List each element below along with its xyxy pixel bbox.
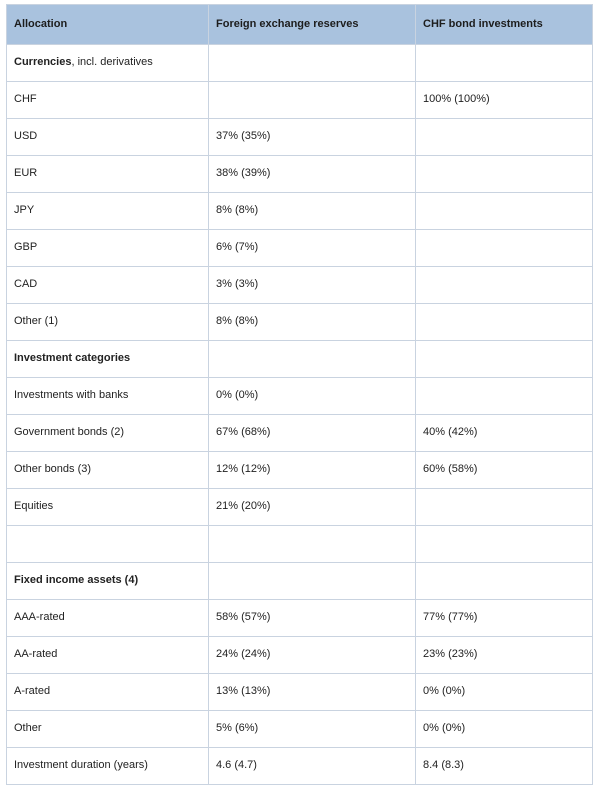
chf-bonds-cell	[416, 304, 593, 341]
chf-bonds-cell	[416, 526, 593, 563]
table-row	[7, 452, 593, 489]
allocation-cell: JPY	[7, 193, 209, 230]
table-row	[7, 489, 593, 526]
chf-bonds-cell	[416, 156, 593, 193]
allocation-cell: Investments with banks	[7, 378, 209, 415]
fx-reserves-cell: 8% (8%)	[209, 304, 416, 341]
allocation-cell: EUR	[7, 156, 209, 193]
allocation-cell: AAA-rated	[7, 600, 209, 637]
table-row	[7, 748, 593, 785]
allocation-table-container	[6, 4, 592, 785]
table-row	[7, 600, 593, 637]
allocation-cell: USD	[7, 119, 209, 156]
fx-reserves-cell: 0% (0%)	[209, 378, 416, 415]
section-label: Investment categories	[14, 352, 131, 365]
fx-reserves-cell: 24% (24%)	[209, 637, 416, 674]
table-row	[7, 304, 593, 341]
chf-bonds-cell: 0% (0%)	[416, 674, 593, 711]
table-row	[7, 526, 593, 563]
allocation-cell	[7, 526, 209, 563]
fx-reserves-cell: 3% (3%)	[209, 267, 416, 304]
table-row	[7, 156, 593, 193]
table-body	[7, 45, 593, 785]
header-chf-bond-investments: CHF bond investments	[416, 5, 593, 45]
fx-reserves-cell: 4.6 (4.7)	[209, 748, 416, 785]
chf-bonds-cell: 60% (58%)	[416, 452, 593, 489]
fx-reserves-cell	[209, 341, 416, 378]
table-row	[7, 637, 593, 674]
table-row	[7, 230, 593, 267]
section-row	[7, 563, 593, 600]
fx-reserves-cell: 8% (8%)	[209, 193, 416, 230]
fx-reserves-cell	[209, 526, 416, 563]
table-row	[7, 267, 593, 304]
chf-bonds-cell: 8.4 (8.3)	[416, 748, 593, 785]
allocation-cell: GBP	[7, 230, 209, 267]
chf-bonds-cell: 0% (0%)	[416, 711, 593, 748]
chf-bonds-cell: 23% (23%)	[416, 637, 593, 674]
fx-reserves-cell: 12% (12%)	[209, 452, 416, 489]
table-row	[7, 119, 593, 156]
fx-reserves-cell: 58% (57%)	[209, 600, 416, 637]
chf-bonds-cell	[416, 230, 593, 267]
allocation-cell: Investment duration (years)	[7, 748, 209, 785]
allocation-cell: A-rated	[7, 674, 209, 711]
section-row	[7, 45, 593, 82]
fx-reserves-cell: 37% (35%)	[209, 119, 416, 156]
section-label: Fixed income assets (4)	[14, 574, 139, 587]
allocation-cell: Equities	[7, 489, 209, 526]
fx-reserves-cell: 67% (68%)	[209, 415, 416, 452]
chf-bonds-cell	[416, 193, 593, 230]
table-row	[7, 711, 593, 748]
section-label-suffix: , incl. derivatives	[71, 56, 153, 69]
header-allocation: Allocation	[7, 5, 209, 45]
table-row	[7, 82, 593, 119]
table-header	[7, 5, 593, 45]
fx-reserves-cell: 21% (20%)	[209, 489, 416, 526]
allocation-cell	[7, 45, 209, 82]
table-row	[7, 193, 593, 230]
section-row	[7, 341, 593, 378]
chf-bonds-cell: 77% (77%)	[416, 600, 593, 637]
allocation-cell: CHF	[7, 82, 209, 119]
fx-reserves-cell: 6% (7%)	[209, 230, 416, 267]
section-label: Currencies	[14, 56, 72, 69]
table-row	[7, 674, 593, 711]
chf-bonds-cell	[416, 563, 593, 600]
fx-reserves-cell: 38% (39%)	[209, 156, 416, 193]
table-row	[7, 415, 593, 452]
allocation-cell: Other (1)	[7, 304, 209, 341]
allocation-table	[6, 4, 593, 785]
allocation-cell: AA-rated	[7, 637, 209, 674]
allocation-cell: Other bonds (3)	[7, 452, 209, 489]
header-row	[7, 5, 593, 45]
chf-bonds-cell: 100% (100%)	[416, 82, 593, 119]
chf-bonds-cell: 40% (42%)	[416, 415, 593, 452]
fx-reserves-cell: 13% (13%)	[209, 674, 416, 711]
allocation-cell	[7, 563, 209, 600]
fx-reserves-cell: 5% (6%)	[209, 711, 416, 748]
chf-bonds-cell	[416, 119, 593, 156]
chf-bonds-cell	[416, 378, 593, 415]
chf-bonds-cell	[416, 489, 593, 526]
chf-bonds-cell	[416, 45, 593, 82]
allocation-cell	[7, 341, 209, 378]
allocation-cell: Other	[7, 711, 209, 748]
table-row	[7, 378, 593, 415]
chf-bonds-cell	[416, 341, 593, 378]
fx-reserves-cell	[209, 45, 416, 82]
fx-reserves-cell	[209, 563, 416, 600]
allocation-cell: Government bonds (2)	[7, 415, 209, 452]
fx-reserves-cell	[209, 82, 416, 119]
allocation-cell: CAD	[7, 267, 209, 304]
chf-bonds-cell	[416, 267, 593, 304]
header-foreign-exchange-reserves: Foreign exchange reserves	[209, 5, 416, 45]
